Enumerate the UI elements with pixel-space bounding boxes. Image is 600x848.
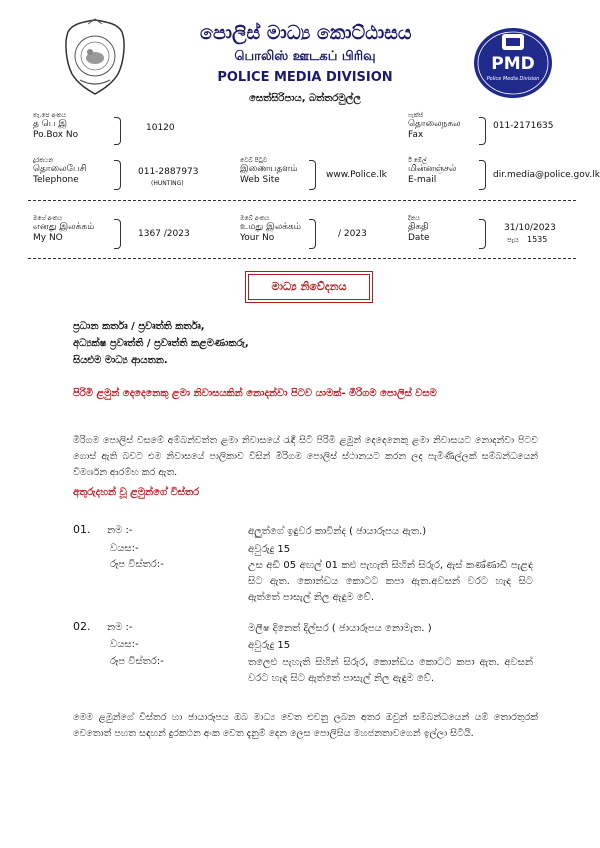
child-appearance: උස අඩි 05 අඟල් 01 කළු පැහැති සිහින් සිරුර, ඇස් කණ්ණාඩි පැළඳ සිට ඇත. කොන්ඩය කොටට කපා ඇත.අවසන් වරට හැඳ සිට ඇත්තේ පාසැල් නිල ඇඳුම වේ. xyxy=(248,560,533,603)
appearance-label: රූප විස්තර:- xyxy=(110,656,164,667)
age-label: වයස:- xyxy=(110,639,139,650)
my-no-value: 1367 /2023 xyxy=(138,229,190,239)
child-age: අවුරුදු 15 xyxy=(248,640,291,651)
divider xyxy=(28,200,576,201)
child-name: අලුත්ගේ ඉඳුවර කාවින්ද ( ඡායාරූපය ඇත.) xyxy=(248,526,427,537)
time-value: 1535 xyxy=(527,235,548,244)
time-label: පැය xyxy=(507,236,519,244)
child-appearance: තලෙළු පැහැති සිහින් සිරුර, කොන්ඩය කොටට කපා ඇත. අවසන් වරට හැඳ සිට ඇත්තේ පාසැල් නිල ඇඳුම වේ. xyxy=(248,657,533,684)
pmd-badge-text: PMD xyxy=(491,54,535,74)
website-label: වෙබ් පිටුව இணையதளம் Web Site xyxy=(240,157,298,185)
telephone-value: 011-2887973 xyxy=(138,167,199,177)
press-headline: පිරිමි ළමුන් දෙදෙනෙකු ළමා නිවාසයකින් නොදන්වා පිටව යාමක්- මීරිගම පොලිස් වසම xyxy=(73,388,437,399)
body-paragraph: මීරිගම පොලිස් වසමේ අම්බන්වත්ත ළමා නිවාසයේ රැඳී සිටි පිරිමි ළමුන් දෙදෙනෙකු ළමා නිවාසයට නොදන්වා පිටව ගොස් ඇති බවට එම නිවාසයේ පාලිකාව විසින් මීරිගම පොලිස් ස්ථානයට කරන ලද පැමිණිල්ලක් සම්බන්ධයෙන් විමර්ශන ආරම්භ කර ඇත. xyxy=(73,435,538,478)
age-label: වයස:- xyxy=(110,543,139,554)
divider xyxy=(28,258,576,259)
closing-paragraph: මෙම ළමුන්ගේ විස්තර හා ඡායාරූපය ඔබ මාධ්‍ය වෙත එවනු ලබන අතර ඔවුන් සම්බන්ධයෙන් යම් තොරතුරක් වෙතොත් පහත සඳහන් දුරකථන අංක වෙත දැනුම් දෙන ලෙස පොලිසිය මහජනතාවගෙන් ඉල්ලා සිටියි. xyxy=(73,712,538,739)
police-crest-logo xyxy=(62,18,128,96)
brace xyxy=(114,219,121,249)
header-title-tamil: பொலிஸ் ஊடகப் பிரிவு xyxy=(234,49,376,64)
pmd-badge-subtext: Police Media Division xyxy=(486,76,540,82)
fax-label: ෆැක්ස් தொலைநகல Fax xyxy=(408,112,461,140)
website-value: www.Police.lk xyxy=(326,170,387,180)
name-label: නම :- xyxy=(107,525,133,536)
telephone-hunting-note: (HUNTING) xyxy=(151,180,184,187)
brace xyxy=(309,160,316,190)
header-title-sinhala: පොලිස් මාධ්‍ය කොට්ඨාසය xyxy=(200,22,412,44)
header-title-english: POLICE MEDIA DIVISION xyxy=(217,70,393,85)
child-age: අවුරුදු 15 xyxy=(248,544,291,555)
brace xyxy=(479,219,486,249)
my-no-label: මගේ අංකය எனது இலக்கம் My NO xyxy=(33,215,95,243)
missing-children-heading: අතුරුදහන් වූ ළමුන්ගේ විස්තර xyxy=(73,487,200,498)
email-value: dir.media@police.gov.lk xyxy=(493,170,600,180)
recipient-line: ප්‍රධාන කර්තෘ / ප්‍රවෘත්ති කර්තෘ, xyxy=(73,321,205,332)
header-address: සෙත්සිරිපාය, බත්තරමුල්ල xyxy=(249,93,361,104)
telephone-label: දුරකථන தொலைபேசி Telephone xyxy=(33,157,87,185)
child-number: 01. xyxy=(73,523,91,536)
brace xyxy=(114,117,121,145)
pmd-badge-logo xyxy=(472,26,554,100)
pobox-value: 10120 xyxy=(146,123,175,133)
brace xyxy=(479,160,486,190)
recipient-line: අධ්‍යක්ෂ ප්‍රවෘත්ති / ප්‍රවෘත්ති කළමණාකරු, xyxy=(73,338,249,349)
date-label: දිනය திகதி Date xyxy=(408,215,430,243)
brace xyxy=(479,117,486,145)
email-label: ඊ මේල් மின்னஞ்சல் E-mail xyxy=(408,157,457,185)
date-value: 31/10/2023 xyxy=(504,223,556,233)
brace xyxy=(309,219,316,249)
fax-value: 011-2171635 xyxy=(493,121,554,131)
child-number: 02. xyxy=(73,620,91,633)
your-no-value: / 2023 xyxy=(338,229,367,239)
brace xyxy=(114,160,121,190)
appearance-label: රූප විස්තර:- xyxy=(110,559,164,570)
name-label: නම :- xyxy=(107,622,133,633)
child-name: මලීෂ දිනෙත් දිල්සර ( ඡායාරූපය නොමැත. ) xyxy=(248,623,432,634)
your-no-label: ඔබේ අංකය உமது இலக்கம் Your No xyxy=(240,215,302,243)
recipient-line: සියළුම මාධ්‍ය ආයතන. xyxy=(73,355,168,366)
notice-title: මාධ්‍ය නිවේදනය xyxy=(248,274,370,300)
pobox-label: තැ.පෙ අංකය த பெ இ Po.Box No xyxy=(33,112,79,140)
